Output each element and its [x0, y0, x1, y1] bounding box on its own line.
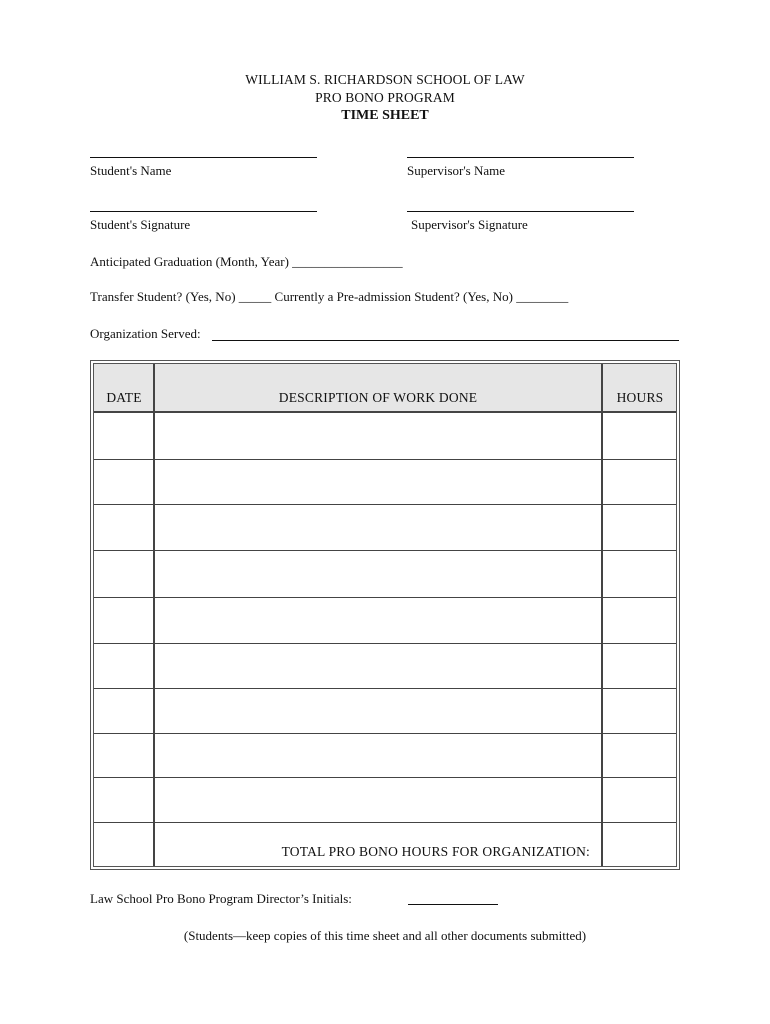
student-name-label: Student's Name: [90, 163, 172, 178]
table-row[interactable]: [94, 459, 676, 460]
supervisor-name-line[interactable]: [407, 157, 634, 158]
total-hours-label: TOTAL PRO BONO HOURS FOR ORGANIZATION:: [281, 844, 590, 859]
student-signature-line[interactable]: [90, 211, 317, 212]
director-initials-label: Law School Pro Bono Program Director’s Initials:: [90, 891, 352, 906]
table-row[interactable]: [94, 822, 676, 823]
table-row[interactable]: [94, 643, 676, 644]
table-row[interactable]: [94, 688, 676, 689]
column-divider: [601, 364, 603, 866]
student-name-line[interactable]: [90, 157, 317, 158]
supervisor-signature-label: Supervisor's Signature: [411, 217, 528, 232]
footer-note: (Students—keep copies of this time sheet and all other documents submitted): [183, 928, 587, 943]
student-signature-label: Student's Signature: [90, 217, 191, 232]
organization-label: Organization Served:: [90, 326, 201, 341]
table-row[interactable]: [94, 733, 676, 734]
supervisor-signature-line[interactable]: [407, 211, 634, 212]
director-initials-line[interactable]: [408, 904, 498, 905]
column-date: DATE: [106, 390, 142, 405]
column-description: DESCRIPTION OF WORK DONE: [278, 390, 478, 405]
table-header: [94, 364, 676, 413]
table-row[interactable]: [94, 777, 676, 778]
graduation-field[interactable]: Anticipated Graduation (Month, Year) _________________: [90, 254, 403, 269]
supervisor-name-label: Supervisor's Name: [407, 163, 506, 178]
transfer-field[interactable]: Transfer Student? (Yes, No) _____ Currently a Pre-admission Student? (Yes, No) ________: [90, 289, 569, 304]
column-hours: HOURS: [616, 390, 664, 405]
school-name: WILLIAM S. RICHARDSON SCHOOL OF LAW: [245, 72, 525, 87]
organization-line[interactable]: [212, 340, 679, 341]
column-divider: [153, 364, 155, 866]
page-title: TIME SHEET: [341, 108, 429, 123]
table-row[interactable]: [94, 504, 676, 505]
timesheet-table: [90, 360, 680, 870]
program-name: PRO BONO PROGRAM: [315, 90, 455, 105]
table-row[interactable]: [94, 550, 676, 551]
table-row[interactable]: [94, 597, 676, 598]
